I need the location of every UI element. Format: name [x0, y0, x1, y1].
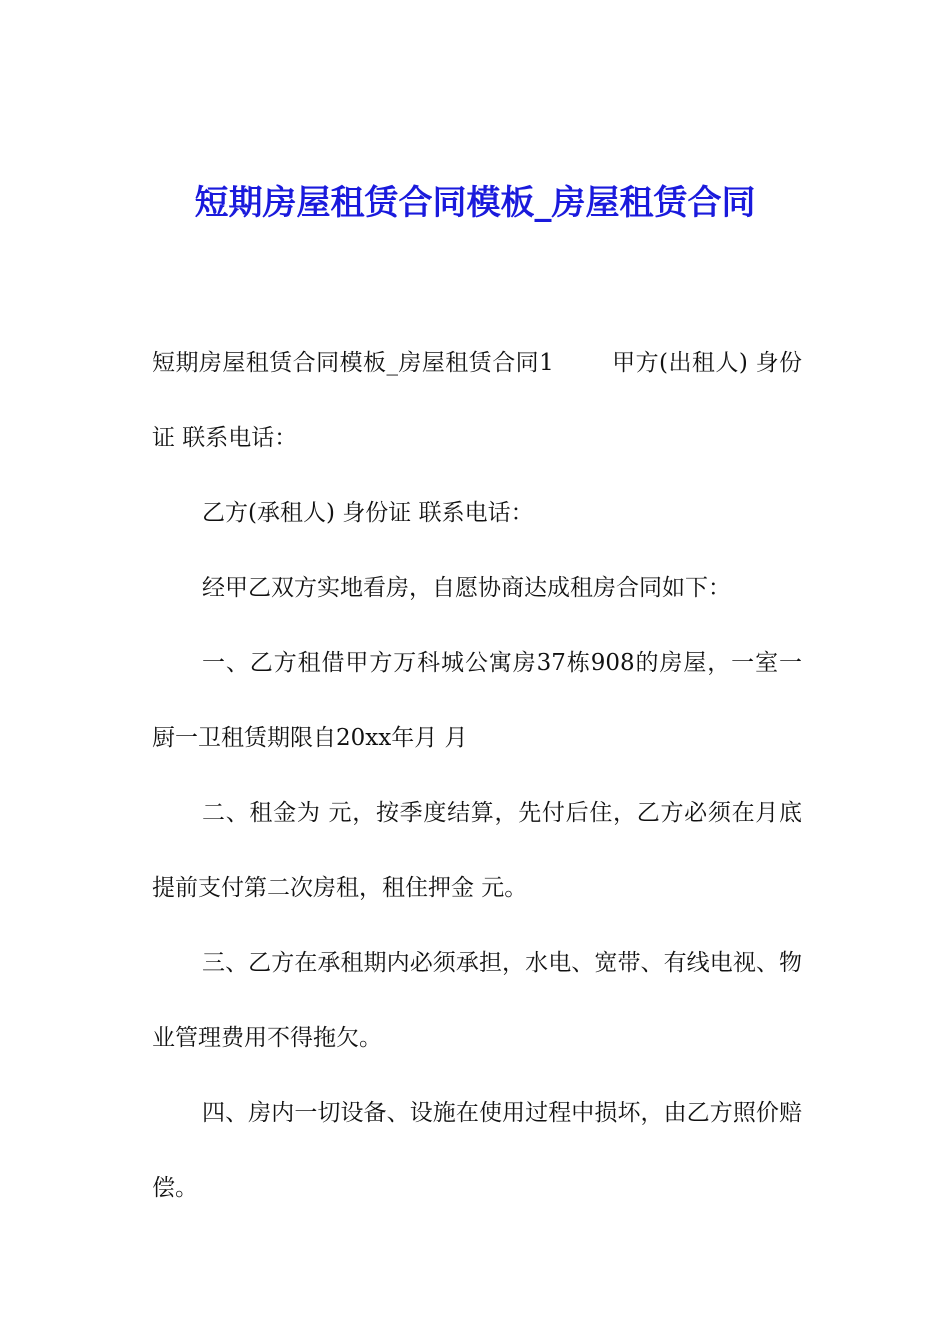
clause-3-paragraph: 三、乙方在承租期内必须承担，水电、宽带、有线电视、物业管理费用不得拖欠。 [152, 950, 802, 1051]
party-a-contact: 身份证 联系电话： [152, 350, 803, 451]
party-a-label: 甲方(出租人) [611, 350, 748, 376]
clause-1-paragraph: 一、乙方租借甲方万科城公寓房37栋908的房屋，一室一厨一卫租赁期限自20xx年月 月 [152, 650, 802, 751]
intro-heading: 短期房屋租赁合同模板_房屋租赁合同1 [152, 350, 554, 376]
document-body [152, 326, 802, 1226]
clause-4-paragraph: 四、房内一切设备、设施在使用过程中损坏，由乙方照价赔偿。 [152, 1100, 802, 1201]
party-b-paragraph: 乙方(承租人) 身份证 联系电话： [202, 500, 534, 526]
intro-paragraph [152, 326, 802, 476]
agreement-paragraph: 经甲乙双方实地看房，自愿协商达成租房合同如下： [202, 575, 731, 601]
clause-2-paragraph: 二、租金为 元，按季度结算，先付后住，乙方必须在月底提前支付第二次房租，租住押金 元。 [152, 800, 802, 901]
document-title: 短期房屋租赁合同模板_房屋租赁合同 [194, 183, 756, 223]
